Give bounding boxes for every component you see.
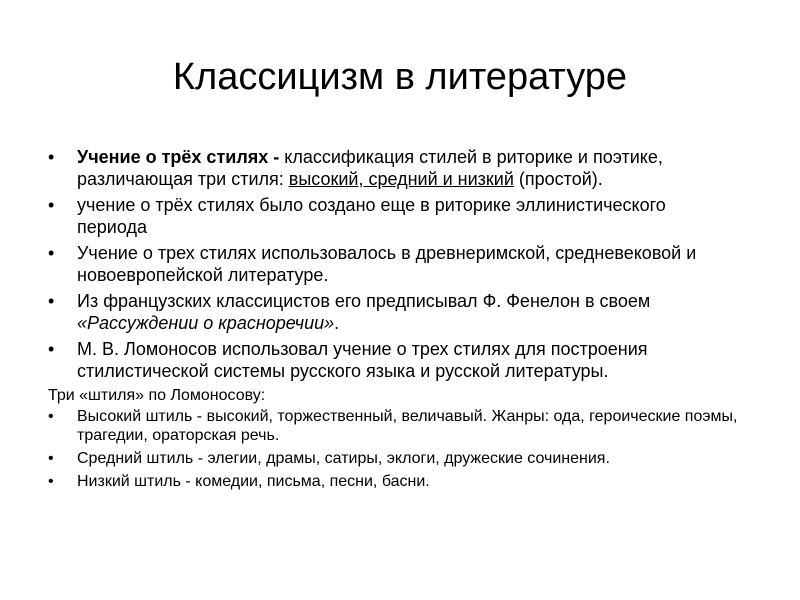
main-bullet-list	[48, 146, 738, 382]
bullet-item	[48, 290, 738, 334]
slide-content	[48, 146, 738, 495]
bullet-text: учение о трёх стилях было создано еще в риторике эллинистического периода	[77, 195, 666, 237]
style-item-middle: • Средний штиль - элегии, драмы, сатиры, эклоги, дружеские сочинения.	[48, 449, 738, 468]
bullet-text-end: .	[334, 313, 340, 333]
bullet-text: М. В. Ломоносов использовал учение о трех стилях для построения стилистической системы русского языка и русской литературы.	[77, 339, 648, 381]
style-item-high: • Высокий штиль - высокий, торжественный, величавый. Жанры: ода, героические поэмы, трагедии, ораторская речь.	[48, 407, 738, 445]
bullet-text: Учение о трех стилях использовалось в древнеримской, средневековой и новоевропейской литературе.	[77, 243, 697, 285]
bullet-italic-text: «Рассуждении о красноречии»	[77, 313, 335, 333]
bullet-text: классификация стилей в риторике и поэтике, различающая три стиля:	[77, 147, 663, 189]
bullet-dash: -	[268, 147, 285, 167]
bullet-item	[48, 146, 738, 190]
bullet-item	[48, 338, 738, 382]
bullet-term: Учение о трёх стилях	[77, 147, 269, 167]
bullet-item	[48, 242, 738, 286]
styles-bullet-list	[48, 407, 738, 491]
style-item-low: • Низкий штиль - комедии, письма, песни, басни.	[48, 472, 738, 491]
bullet-text-end: (простой).	[513, 169, 603, 189]
bullet-item	[48, 194, 738, 238]
styles-heading: Три «штиля» по Ломоносову:	[48, 387, 266, 404]
slide-title: Классицизм в литературе	[172, 56, 628, 98]
bullet-text: Из французских классицистов его предписывал Ф. Фенелон в своем	[77, 291, 651, 311]
bullet-underlined-text: высокий, средний и низкий	[288, 169, 514, 189]
